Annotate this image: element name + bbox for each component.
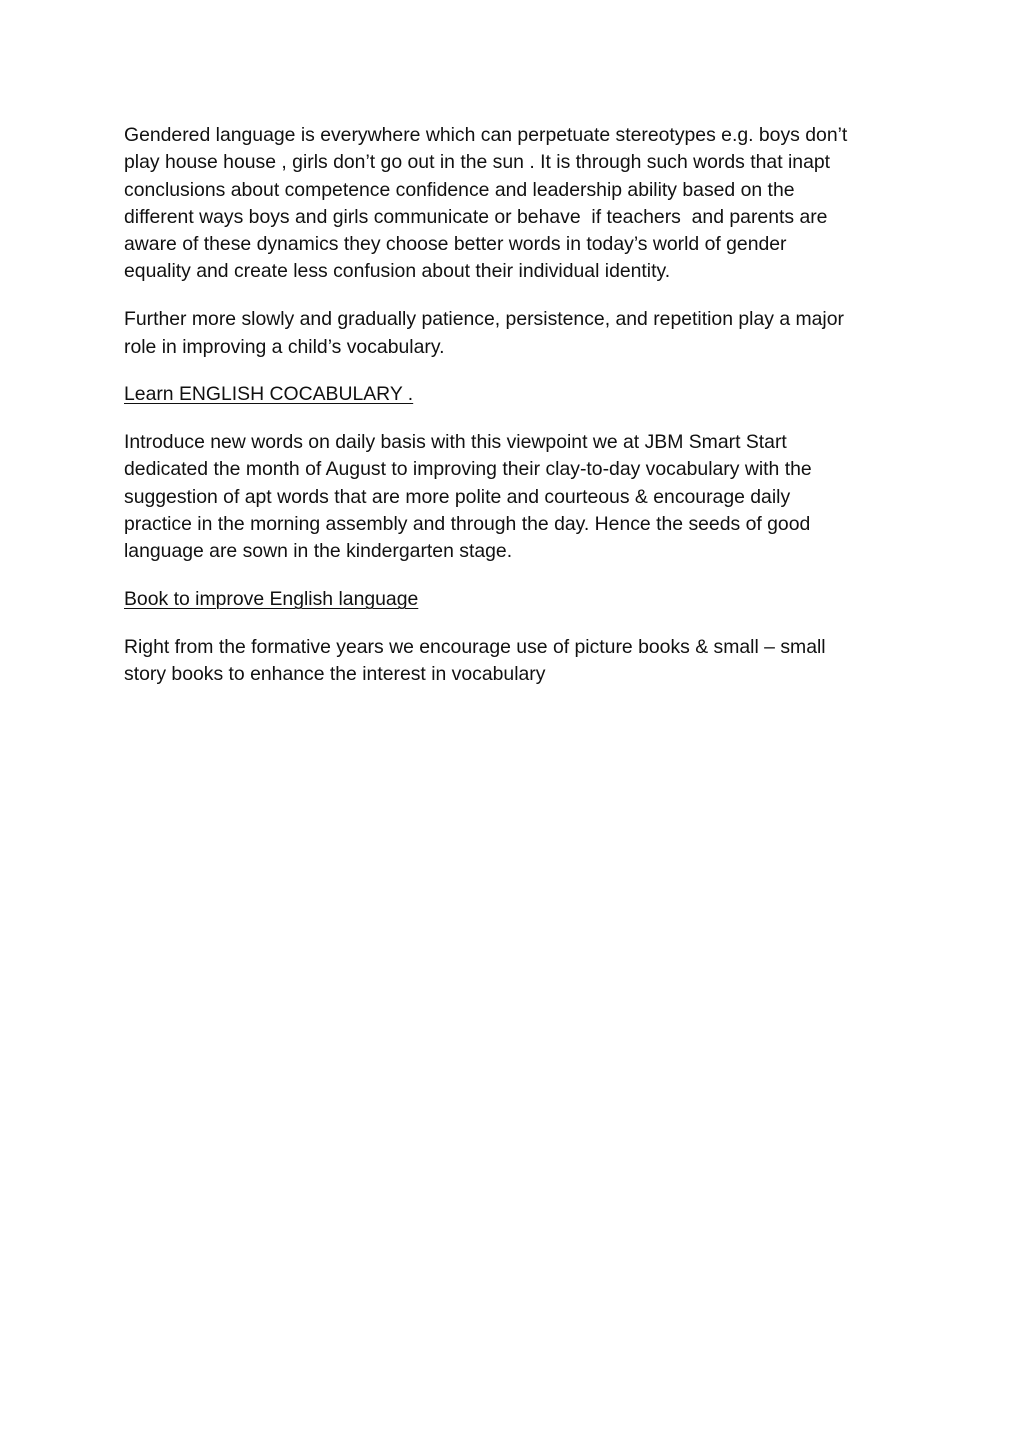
text-line: dedicated the month of August to improving their clay-to-day vocabulary with the [124,458,812,481]
text-line: play house house , girls don’t go out in the sun . It is through such words that inapt [124,151,831,174]
text-line: equality and create less confusion about their individual identity. [124,260,671,283]
text-line: role in improving a child’s vocabulary. [124,335,445,358]
text-line: Right from the formative years we encourage use of picture books & small – small [124,635,826,658]
text-line: Further more slowly and gradually patience, persistence, and repetition play a major [124,308,844,331]
document-body [124,122,904,709]
paragraph-introduce-new-words [124,429,904,565]
paragraph-formative-years [124,634,904,689]
text-line: story books to enhance the interest in vocabulary [124,663,546,686]
text-line: conclusions about competence confidence and leadership ability based on the [124,178,795,201]
text-line: suggestion of apt words that are more polite and courteous & encourage daily [124,485,791,508]
text-line: Gendered language is everywhere which can perpetuate stereotypes e.g. boys don’t [124,124,848,146]
heading-learn-english-vocabulary [124,381,904,408]
paragraph-gendered-language [124,122,904,286]
text-line: different ways boys and girls communicate or behave if teachers and parents are [124,205,828,228]
heading-text: Book to improve English language [124,588,419,611]
heading-text: Learn ENGLISH COCABULARY . [124,383,414,406]
text-line: language are sown in the kindergarten stage. [124,540,513,563]
heading-book-to-improve [124,586,904,613]
text-line: Introduce new words on daily basis with this viewpoint we at JBM Smart Start [124,431,787,454]
text-line: practice in the morning assembly and through the day. Hence the seeds of good [124,513,811,536]
paragraph-vocabulary-patience [124,306,904,361]
text-line: aware of these dynamics they choose better words in today’s world of gender [124,233,787,256]
